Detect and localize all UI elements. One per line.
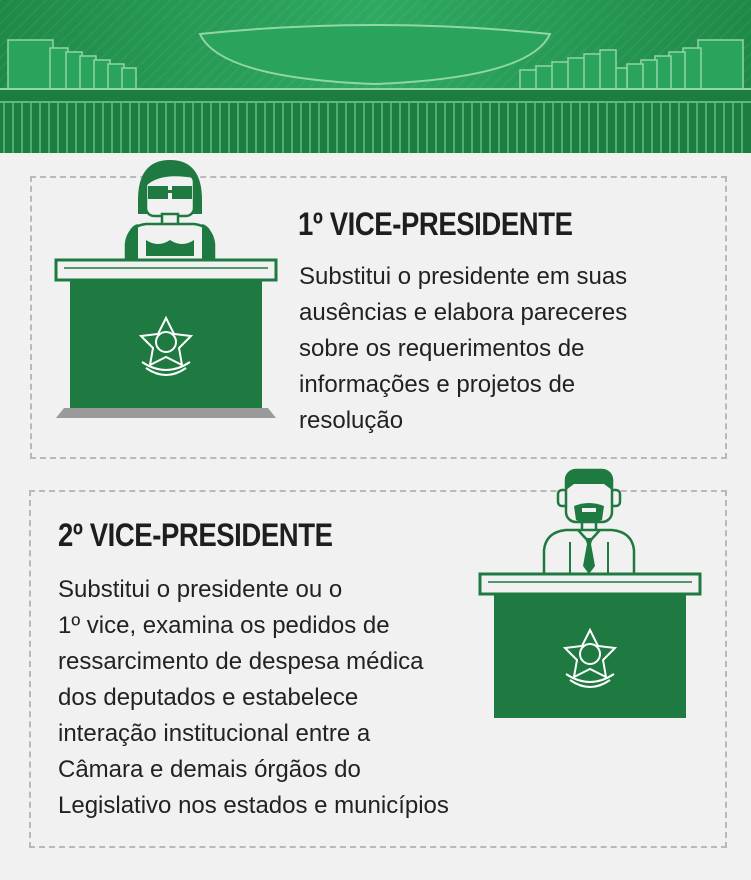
card-description: Substitui o presidente em suas ausências e elabora pareceres sobre os requerimentos de informações e projetos de resolução <box>299 263 628 434</box>
woman-figure-icon <box>126 160 214 272</box>
desk-icon <box>56 260 276 418</box>
man-figure-icon <box>544 470 634 574</box>
header-banner <box>0 0 751 153</box>
card-title: 1º VICE-PRESIDENTE <box>298 206 573 242</box>
woman-at-desk-illustration <box>50 152 280 427</box>
card-title: 2º VICE-PRESIDENTE <box>58 517 333 553</box>
card-description: Substitui o presidente ou o 1º vice, examina os pedidos de ressarcimento de despesa médica dos deputados e estabelece interação institucional entre a Câmara e demais órgãos do Legislativo nos estados e municípios <box>58 576 449 819</box>
congress-building-illustration <box>0 0 751 153</box>
